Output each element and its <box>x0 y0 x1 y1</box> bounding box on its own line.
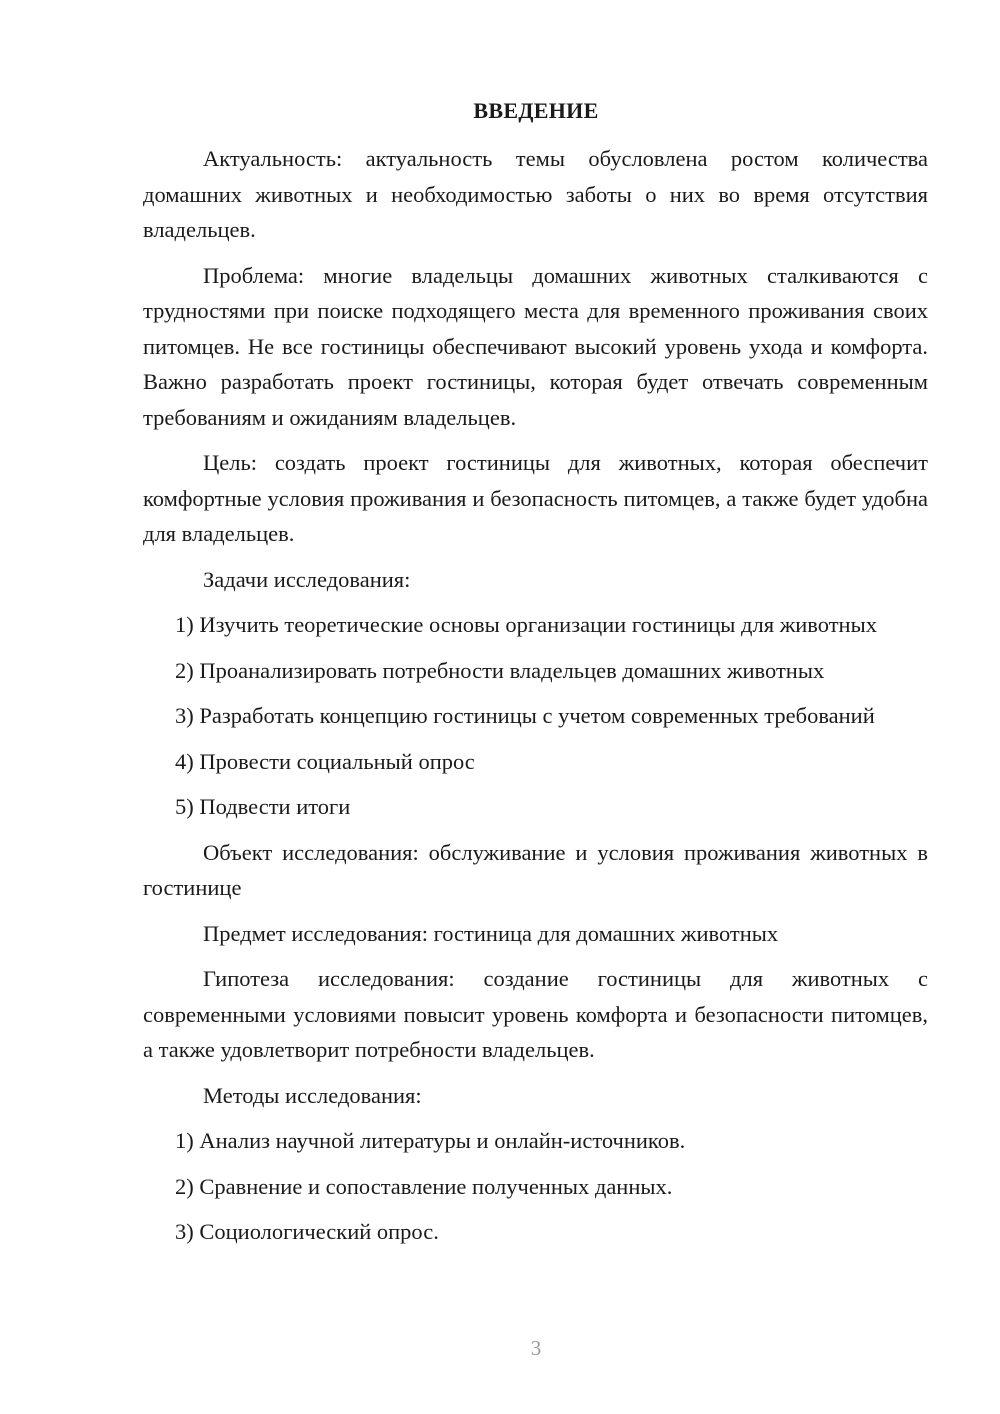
problem-paragraph: Проблема: многие владельцы домашних животных сталкиваются с трудностями при поиске подходящего места для временного проживания своих питомцев. Не все гостиницы обеспечивают высокий уровень ухода и комфорта. Важно разработать проект гостиницы, которая будет отвечать современным требованиям и ожиданиям владельцев. <box>143 262 928 430</box>
subject-paragraph: Предмет исследования: гостиница для домашних животных <box>203 920 779 946</box>
method-item: 1) Анализ научной литературы и онлайн-источников. <box>175 1128 686 1153</box>
tasks-heading: Задачи исследования: <box>203 566 411 592</box>
goal-paragraph: Цель: создать проект гостиницы для животных, которая обеспечит комфортные условия проживания и безопасность питомцев, а также будет удобна для владельцев. <box>143 450 928 546</box>
method-item: 2) Сравнение и сопоставление полученных данных. <box>175 1173 673 1199</box>
task-item: 1) Изучить теоретические основы организации гостиницы для животных <box>175 612 877 637</box>
task-item: 3) Разработать концепцию гостиницы с учетом современных требований <box>175 703 875 728</box>
relevance-paragraph: Актуальность: актуальность темы обусловлена ростом количества домашних животных и необходимостью заботы о них во время отсутствия владельцев. <box>143 146 928 242</box>
methods-heading: Методы исследования: <box>203 1082 422 1108</box>
document-body <box>143 141 928 1260</box>
task-item: 2) Проанализировать потребности владельцев домашних животных <box>175 657 825 683</box>
task-item: 5) Подвести итоги <box>175 794 351 819</box>
method-item: 3) Социологический опрос. <box>175 1219 439 1244</box>
object-paragraph: Объект исследования: обслуживание и условия проживания животных в гостинице <box>143 839 928 900</box>
hypothesis-paragraph: Гипотеза исследования: создание гостиницы для животных с современными условиями повысит уровень комфорта и безопасности питомцев, а также удовлетворит потребности владельцев. <box>143 966 928 1062</box>
page-number: 3 <box>530 1336 542 1360</box>
task-item: 4) Провести социальный опрос <box>175 748 475 774</box>
page-title: ВВЕДЕНИЕ <box>473 98 599 123</box>
